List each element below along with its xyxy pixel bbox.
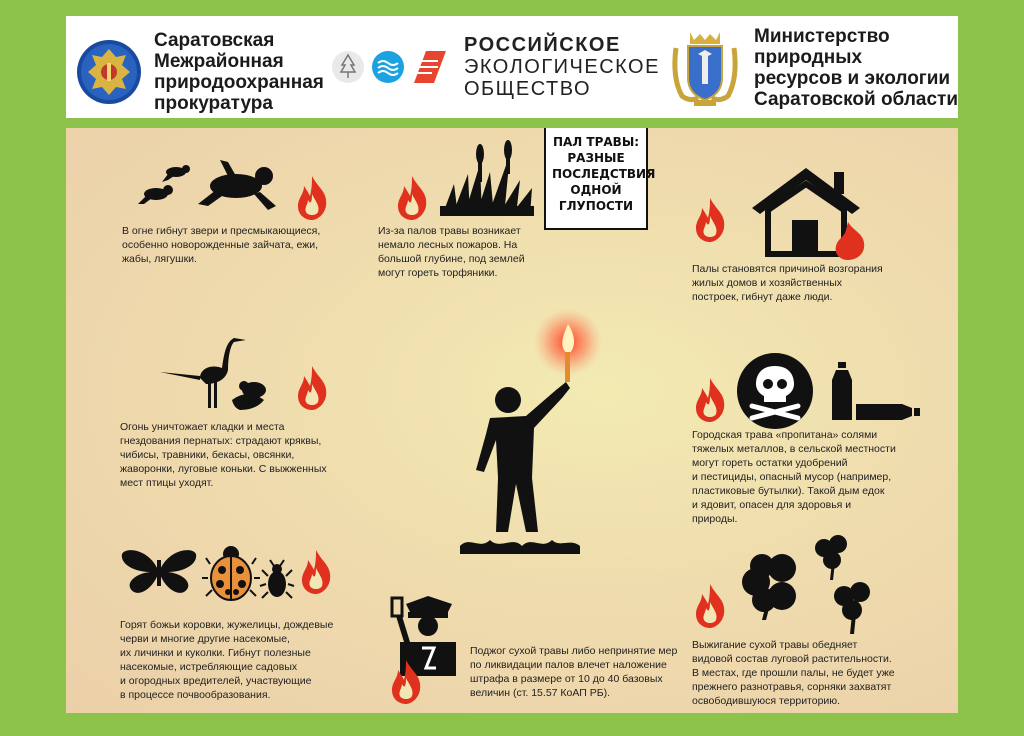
city-line-3: могут гореть остатки удобрений	[692, 457, 848, 469]
fine-line-1: Поджог сухой травы либо непринятие мер	[470, 645, 678, 657]
insects-line-5: и огородных вредителей, участвующие	[120, 675, 312, 687]
animals-text	[122, 224, 320, 266]
ministry-line-1: Министерство	[754, 26, 890, 47]
grass-icon	[440, 144, 534, 216]
beetle-icon	[262, 560, 292, 600]
prosecutor-line-2: Межрайонная	[154, 51, 284, 72]
person-holding-match-icon	[460, 310, 590, 554]
ministry-line-4: Саратовской области	[754, 89, 959, 110]
insects-line-2: черви и многие другие насекомые,	[120, 633, 290, 645]
saratov-coat-of-arms-icon	[668, 28, 742, 108]
city-text	[692, 428, 896, 526]
city-line-1: Городская трава «пропитана» солями	[692, 429, 878, 441]
birds-line-4: жаворонки, луговые коньки. С выжженных	[120, 463, 327, 475]
fire-icon-forest	[394, 174, 430, 220]
forest-text	[378, 224, 525, 280]
ministry-logo-block	[668, 26, 958, 110]
insects-text	[120, 618, 333, 702]
animals-line-2: особенно новорожденные зайчата, ежи,	[122, 239, 319, 251]
title-line-2: РАЗНЫЕ	[567, 151, 625, 165]
prosecutor-line-1: Саратовская	[154, 30, 275, 51]
title-line-4: ОДНОЙ	[570, 183, 622, 197]
fire-icon-city	[692, 376, 728, 422]
birds-text	[120, 420, 327, 490]
prosecutor-emblem-icon	[76, 37, 142, 107]
animals-line-3: жабы, лягушки.	[122, 253, 197, 265]
clover-icon	[730, 530, 886, 634]
city-line-4: и пестициды, опасный мусор (например,	[692, 471, 892, 483]
title-line-3: ПОСЛЕДСТВИЯ	[552, 167, 656, 181]
forest-line-3: большой глубине, под землей	[378, 253, 525, 265]
city-line-6: и ядовит, опасен для здоровья и	[692, 499, 852, 511]
ministry-line-2: природных	[754, 47, 863, 68]
forest-line-2: немало лесных пожаров. На	[378, 239, 518, 251]
society-line-2: ЭКОЛОГИЧЕСКОЕ	[464, 56, 660, 78]
houses-text	[692, 262, 883, 304]
frog-icon	[136, 150, 286, 214]
water-icon	[372, 51, 404, 83]
fire-icon-houses	[692, 196, 728, 242]
plants-line-2: видовой состав луговой растительности.	[692, 653, 892, 665]
insects-line-3: их личинки и куколки. Гибнут полезные	[120, 647, 311, 659]
birds-line-5: мест птицы уходят.	[120, 477, 214, 489]
city-line-2: тяжелых металлов, в сельской местности	[692, 443, 896, 455]
forest-line-4: могут гореть торфяники.	[378, 267, 498, 279]
fine-text	[470, 644, 677, 700]
fine-line-2: по ликвидации палов влечет наложение	[470, 659, 667, 671]
house-icon	[748, 164, 872, 260]
birds-line-2: гнездования пернатых: страдают кряквы,	[120, 435, 322, 447]
animals-line-1: В огне гибнут звери и пресмыкающиеся,	[122, 225, 321, 237]
fine-line-4: величин (ст. 15.57 КоАП РБ).	[470, 687, 611, 699]
poster-main	[66, 128, 958, 713]
title-line-1: ПАЛ ТРАВЫ:	[552, 135, 640, 149]
fine-line-3: штрафа в размере от 10 до 40 базовых	[470, 673, 663, 685]
birds-line-1: Огонь уничтожает кладки и места	[120, 421, 285, 433]
society-logo-block	[332, 34, 660, 100]
plants-line-4: прежнего разнотравья, сорняки захватят	[692, 681, 892, 693]
prosecutor-line-3: природоохранная	[154, 72, 324, 93]
fire-icon-plants	[692, 582, 728, 628]
plants-text	[692, 638, 895, 708]
insects-line-6: в процессе почвообразования.	[120, 689, 271, 701]
birds-line-3: чибисы, травники, бекасы, овсянки,	[120, 449, 295, 461]
heron-icon	[160, 334, 270, 410]
forest-line-1: Из-за палов травы возникает	[378, 225, 521, 237]
plants-line-1: Выжигание сухой травы обедняет	[692, 639, 858, 651]
houses-line-2: жилых домов и хозяйственных	[692, 277, 843, 289]
skull-crossbones-icon	[736, 352, 814, 430]
plants-line-3: В местах, где прошли палы, не будет уже	[692, 667, 895, 679]
wind-icon	[414, 51, 446, 83]
butterfly-icon	[120, 546, 198, 596]
title-line-5: ГЛУПОСТИ	[558, 199, 634, 213]
prosecutor-line-4: прокуратура	[154, 93, 273, 114]
ladybug-icon	[206, 544, 256, 602]
fire-icon-insects	[298, 548, 334, 594]
houses-line-3: построек, гибнут даже люди.	[692, 291, 833, 303]
fire-icon-animals	[294, 174, 330, 220]
society-icons	[332, 45, 448, 89]
city-line-7: природы.	[692, 513, 738, 525]
poster-title	[544, 128, 656, 230]
header-banner	[66, 16, 958, 118]
ministry-line-3: ресурсов и экологии	[754, 68, 951, 89]
tree-icon	[332, 51, 364, 83]
houses-line-1: Палы становятся причиной возгорания	[692, 263, 883, 275]
society-line-1: РОССИЙСКОЕ	[464, 34, 621, 56]
insects-line-1: Горят божьи коровки, жужелицы, дождевые	[120, 619, 334, 631]
plants-line-5: освободившуюся территорию.	[692, 695, 841, 707]
prosecutor-logo-block	[76, 30, 324, 114]
fire-icon-fine	[388, 658, 424, 704]
fire-icon-birds	[294, 364, 330, 410]
city-line-5: пластиковые бутылки). Такой дым едок	[692, 485, 885, 497]
society-line-3: ОБЩЕСТВО	[464, 78, 591, 100]
plastic-bottle-icon	[828, 360, 920, 424]
insects-line-4: насекомые, истребляющие садовых	[120, 661, 298, 673]
